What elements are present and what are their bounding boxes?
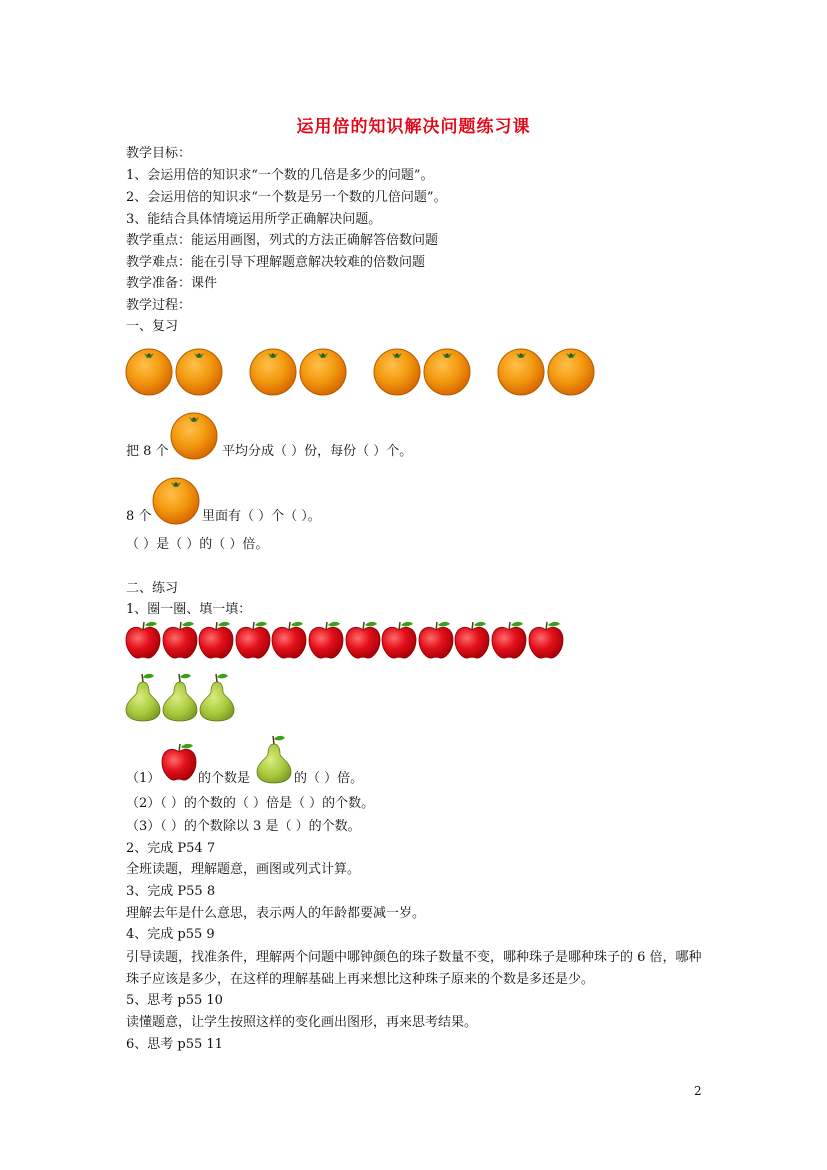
review-q2-suffix: 里面有（ ）个（ ）。 <box>202 509 321 524</box>
apple-icon <box>417 620 455 660</box>
section-practice-heading: 二、练习 <box>126 581 179 596</box>
review-q1-prefix: 把 8 个 <box>126 444 169 459</box>
apple-icon <box>160 742 198 782</box>
pear-icon <box>124 672 162 722</box>
difficulty: 教学难点：能在引导下理解题意解决较难的倍数问题 <box>126 255 426 270</box>
pear-row <box>124 672 236 722</box>
page-title: 运用倍的知识解决问题练习课 <box>296 117 531 137</box>
preparation: 教学准备：课件 <box>126 276 218 291</box>
review-q2-prefix: 8 个 <box>126 509 152 524</box>
review-q3: （ ）是（ ）的（ ）倍。 <box>126 537 269 552</box>
ex1-q1-middle: 的个数是 <box>198 771 251 786</box>
ex1-q2: （2）（ ）的个数的（ ）倍是（ ）的个数。 <box>126 796 375 811</box>
orange-icon <box>174 346 224 396</box>
apple-row <box>124 620 565 660</box>
orange-icon <box>248 346 298 396</box>
apple-icon <box>307 620 345 660</box>
apple-icon <box>234 620 272 660</box>
apple-icon <box>197 620 235 660</box>
ex1-q1-prefix: （1） <box>126 771 161 786</box>
apple-icon <box>270 620 308 660</box>
pear-icon <box>198 672 236 722</box>
exercise-4-text: 引导读题，找准条件，理解两个问题中哪钟颜色的珠子数量不变，哪种珠子是哪种珠子的 6 倍，哪种珠子应该是多少，在这样的理解基础上再来想比这种珠子原来的个数是多还是少。 <box>126 950 702 987</box>
orange-icon <box>372 346 422 396</box>
page-number: 2 <box>694 1084 702 1098</box>
exercise-2-heading: 2、完成 P54 7 <box>126 841 216 856</box>
apple-icon <box>161 620 199 660</box>
orange-row <box>124 346 596 396</box>
exercise-5-heading: 5、思考 p55 10 <box>126 993 223 1008</box>
apple-icon <box>490 620 528 660</box>
goal-3: 3、能结合具体情境运用所学正确解决问题。 <box>126 212 382 227</box>
orange-icon <box>151 475 201 525</box>
process-heading: 教学过程： <box>126 298 192 313</box>
exercise-3-heading: 3、完成 P55 8 <box>126 884 216 899</box>
orange-icon <box>422 346 472 396</box>
goal-2: 2、会运用倍的知识求“一个数是另一个数的几倍问题”。 <box>126 190 447 205</box>
goals-heading: 教学目标： <box>126 146 192 161</box>
exercise-6-heading: 6、思考 p55 11 <box>126 1037 223 1052</box>
exercise-3-text: 理解去年是什么意思，表示两人的年龄都要减一岁。 <box>126 906 426 921</box>
orange-icon <box>546 346 596 396</box>
orange-icon <box>496 346 546 396</box>
apple-icon <box>124 620 162 660</box>
exercise-1-heading: 1、圈一圈、填一填： <box>126 602 252 617</box>
exercise-5-text: 读懂题意，让学生按照这样的变化画出图形，再来思考结果。 <box>126 1015 478 1030</box>
exercise-4-heading: 4、完成 p55 9 <box>126 927 215 942</box>
pear-icon <box>161 672 199 722</box>
orange-icon <box>298 346 348 396</box>
ex1-q3: （3）（ ）的个数除以 3 是（ ）的个数。 <box>126 819 361 834</box>
ex1-q1-suffix: 的（ ）倍。 <box>294 771 364 786</box>
pear-icon <box>255 734 293 784</box>
apple-icon <box>453 620 491 660</box>
orange-icon <box>124 346 174 396</box>
goal-1: 1、会运用倍的知识求“一个数的几倍是多少的问题”。 <box>126 168 434 183</box>
key-point: 教学重点：能运用画图，列式的方法正确解答倍数问题 <box>126 233 439 248</box>
section-review-heading: 一、复习 <box>126 319 179 334</box>
apple-icon <box>380 620 418 660</box>
review-q1-suffix: 平均分成（ ）份，每份（ ）个。 <box>222 444 413 459</box>
orange-icon <box>169 410 219 460</box>
exercise-2-text: 全班读题，理解题意，画图或列式计算。 <box>126 862 361 877</box>
apple-icon <box>527 620 565 660</box>
apple-icon <box>344 620 382 660</box>
